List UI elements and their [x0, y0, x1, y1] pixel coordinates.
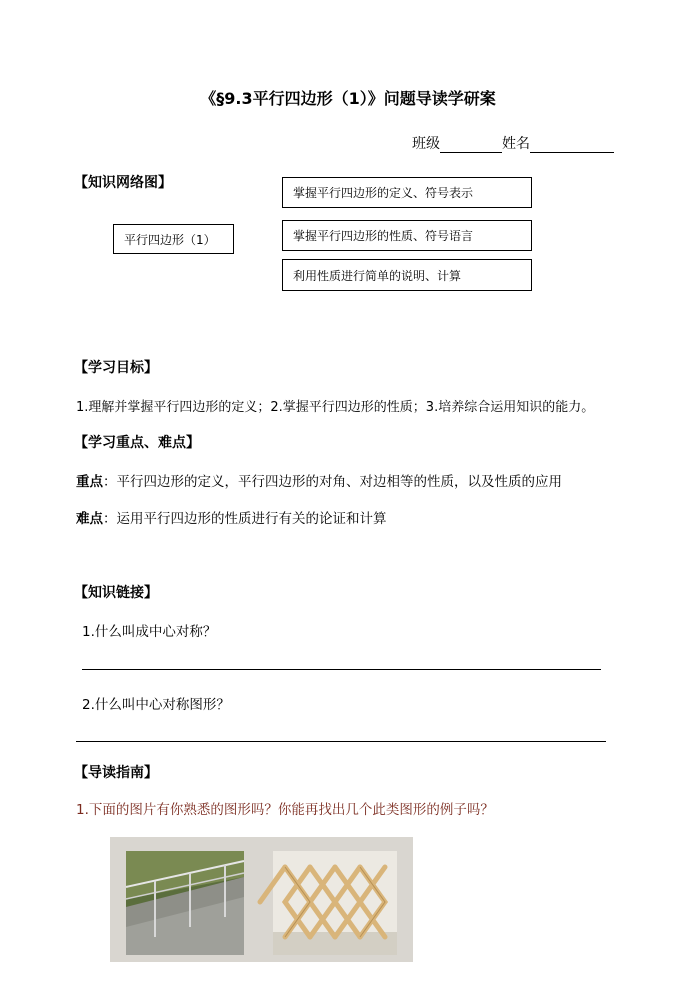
page-title: 《§9.3平行四边形（1）》问题导读学研案	[200, 89, 496, 108]
center-concept-label: 平行四边形（1）	[124, 232, 216, 247]
concept-label-3: 利用性质进行简单的说明、计算	[293, 268, 462, 283]
lattice-photo	[260, 851, 397, 955]
concept-label-2: 掌握平行四边形的性质、符号语言	[293, 229, 474, 243]
center-concept-box	[113, 224, 234, 254]
concept-box-1	[282, 177, 532, 208]
difficulty-line	[76, 507, 387, 527]
guide-heading: 【导读指南】	[74, 765, 158, 781]
name-field[interactable]	[530, 138, 614, 153]
answer-line-1[interactable]	[82, 669, 601, 670]
links-question-1: 1.什么叫成中心对称？	[82, 624, 217, 640]
key-point-text: ：平行四边形的定义，平行四边形的对角、对边相等的性质，以及性质的应用	[103, 474, 562, 490]
key-point-label: 重点	[76, 474, 103, 490]
class-label: 班级	[412, 136, 440, 152]
example-photos	[110, 837, 413, 962]
difficulty-label: 难点	[76, 511, 103, 527]
objectives-text: 1.理解并掌握平行四边形的定义；2.掌握平行四边形的性质；3.培养综合运用知识的能力。	[76, 400, 595, 415]
guide-question-1: 1.下面的图片有你熟悉的图形吗？你能再找出几个此类图形的例子吗？	[76, 802, 494, 818]
answer-line-2[interactable]	[76, 741, 606, 742]
concept-box-3	[282, 259, 532, 291]
difficulty-text: ：运用平行四边形的性质进行有关的论证和计算	[103, 511, 387, 527]
objectives-heading: 【学习目标】	[74, 360, 158, 376]
class-name-row	[412, 133, 614, 153]
concept-box-2	[282, 220, 532, 251]
example-photos-illustration	[110, 837, 413, 962]
concept-label-1: 掌握平行四边形的定义、符号表示	[293, 186, 474, 200]
links-question-2: 2.什么叫中心对称图形？	[82, 697, 230, 713]
key-point-line	[76, 470, 562, 490]
railing-photo	[126, 851, 244, 955]
knowledge-map-heading: 【知识网络图】	[74, 175, 172, 191]
focus-heading: 【学习重点、难点】	[74, 435, 200, 451]
links-heading: 【知识链接】	[74, 585, 158, 601]
name-label: 姓名	[502, 136, 530, 152]
class-field[interactable]	[440, 138, 502, 153]
